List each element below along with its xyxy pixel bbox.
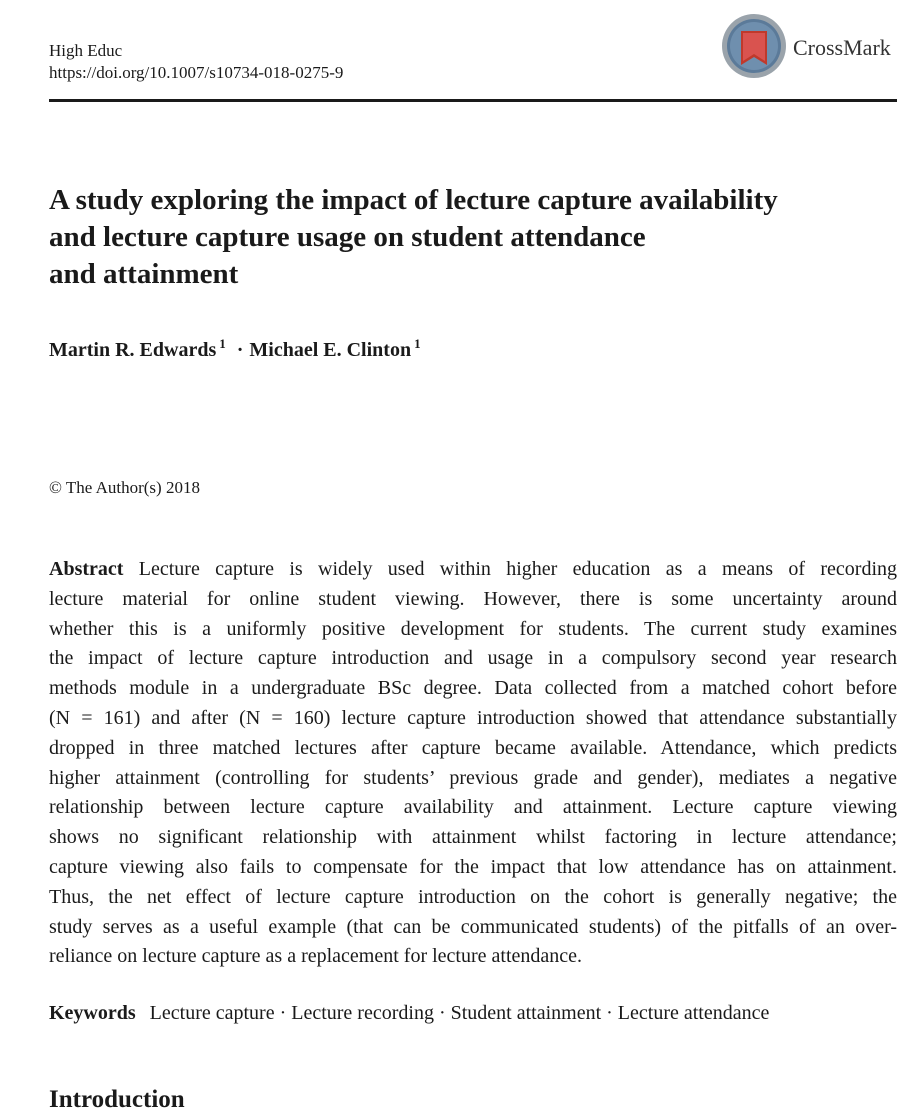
paper-title — [49, 182, 897, 293]
crossmark-badge[interactable] — [721, 13, 901, 81]
doi-link[interactable]: https://doi.org/10.1007/s10734-018-0275-9 — [49, 63, 344, 82]
author-name[interactable]: Martin R. Edwards — [49, 339, 217, 361]
copyright-notice: © The Author(s) 2018 — [49, 478, 200, 497]
abstract-line: higher attainment (controlling for students’ previous grade and gender), mediates a negative — [49, 766, 897, 789]
title-line: and lecture capture usage on student attendance — [49, 221, 646, 253]
abstract-line: (N = 161) and after (N = 160) lecture capture introduction showed that attendance substantially — [49, 706, 897, 729]
title-line: and attainment — [49, 258, 239, 290]
abstract-line — [49, 555, 897, 585]
crossmark-icon — [721, 13, 787, 79]
abstract-line: relationship between lecture capture availability and attainment. Lecture capture viewing — [49, 796, 897, 819]
keywords-text: Lecture capture · Lecture recording · Student attainment · Lecture attendance — [149, 1002, 770, 1024]
abstract-line: Thus, the net effect of lecture capture introduction on the cohort is generally negative; the — [49, 885, 897, 908]
author-affiliation: 1 — [414, 336, 421, 351]
abstract-line: capture viewing also fails to compensate for the impact that low attendance has on attainment. — [49, 855, 897, 878]
journal-header — [49, 40, 343, 84]
abstract-line: whether this is a uniformly positive development for students. The current study examines — [49, 617, 897, 640]
author-name[interactable]: Michael E. Clinton — [249, 339, 412, 361]
abstract-text: Lecture capture is widely used within higher education as a means of recording — [138, 558, 898, 580]
keywords-label: Keywords — [49, 1002, 136, 1024]
abstract-line: the impact of lecture capture introduction and usage in a compulsory second year research — [49, 647, 897, 670]
journal-name: High Educ — [49, 41, 123, 60]
author-affiliation: 1 — [219, 336, 226, 351]
title-line: A study exploring the impact of lecture capture availability — [49, 184, 778, 216]
abstract-line: lecture material for online student viewing. However, there is some uncertainty around — [49, 587, 897, 610]
keywords — [49, 1002, 769, 1025]
abstract-line: methods module in a undergraduate BSc degree. Data collected from a matched cohort before — [49, 677, 897, 700]
author-separator: · — [236, 339, 244, 361]
author-list — [49, 336, 421, 362]
abstract-label: Abstract — [49, 558, 124, 580]
abstract-line: shows no significant relationship with attainment whilst factoring in lecture attendance; — [49, 826, 897, 849]
abstract-line: reliance on lecture capture as a replacement for lecture attendance. — [49, 945, 583, 968]
crossmark-label: CrossMark — [793, 35, 891, 60]
section-heading: Introduction — [49, 1086, 185, 1113]
header-divider — [49, 99, 897, 102]
abstract-line: dropped in three matched lectures after capture became available. Attendance, which predicts — [49, 736, 897, 759]
abstract — [49, 555, 897, 972]
abstract-line: study serves as a useful example (that can be communicated students) of the pitfalls of an over- — [49, 915, 897, 938]
